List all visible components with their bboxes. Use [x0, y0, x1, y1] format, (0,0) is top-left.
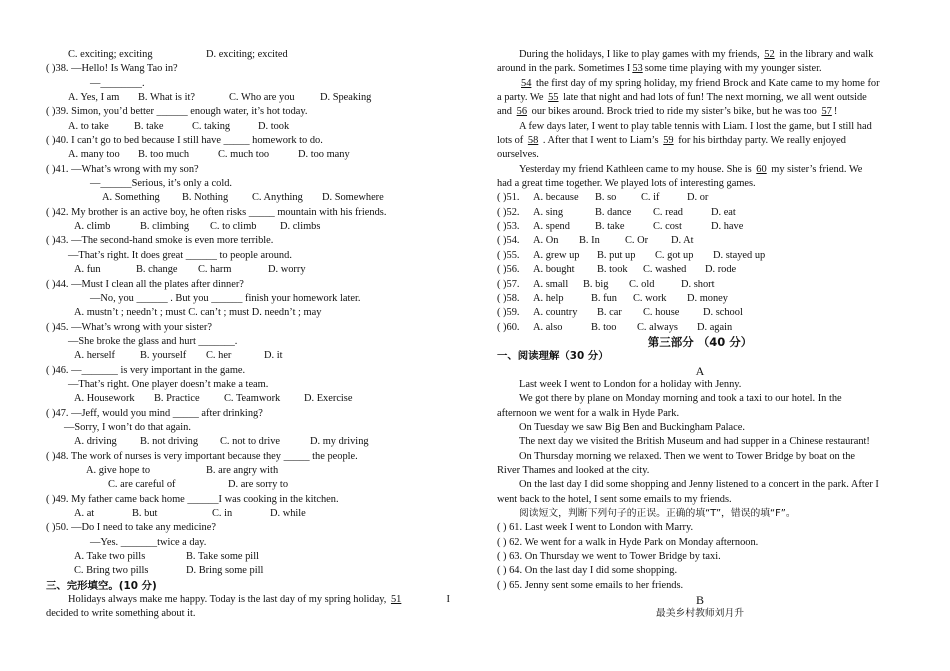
cloze-p4-line1: A few days later, I went to play table tennis with Liam. I lost the game, but I still had: [519, 120, 872, 132]
q44-stem2: —No, you ______ . But you ______ finish your homework later.: [90, 292, 361, 304]
cloze-p5-line1: Yesterday my friend Kathleen came to my house. She is 60 my sister’s friend. We: [519, 163, 863, 175]
passage-a-line: went back to the hotel, I sent some emails to my friends.: [497, 493, 732, 505]
blank-58: 58: [527, 135, 539, 147]
cloze-p3-line2: a party. We 55 late that night and had lots of fun! The next morning, we all went outside: [497, 92, 867, 104]
passage-a-line: The next day we visited the British Museum and had supper in a Chinese restaurant!: [519, 436, 870, 448]
q43-options: A. fun B. change C. harm D. worry: [74, 264, 306, 276]
right-column: [497, 48, 903, 622]
passage-a-line: On the last day I did some shopping and Jenny listened to a concert in the park. After I: [519, 479, 879, 491]
cloze-p4-line3: ourselves.: [497, 149, 539, 161]
cloze-options-list: [497, 191, 903, 334]
q45-options: A. herself B. yourself C. her D. it: [74, 350, 283, 362]
passage-a-line: On Tuesday we saw Big Ben and Buckingham Palace.: [519, 421, 745, 433]
q42-stem: ( )42. My brother is an active boy, he often risks _____ mountain with his friends.: [46, 206, 387, 218]
q38-options: A. Yes, I am B. What is it? C. Who are you D. Speaking: [68, 92, 372, 104]
part3-heading: 第三部分 （40 分）: [647, 334, 753, 349]
blank-59: 59: [663, 135, 674, 147]
q39-stem: ( )39. Simon, you’d better ______ enough water, it’s hot today.: [46, 106, 308, 118]
cloze-p2-line1: During the holidays, I like to play games with my friends, 52 in the library and walk: [519, 49, 874, 60]
q41-options: A. Something B. Nothing C. Anything D. Somewhere: [102, 192, 384, 204]
reading-section-heading: 一、阅读理解（30 分）: [497, 350, 609, 363]
q47-stem2: —Sorry, I won’t do that again.: [64, 421, 191, 433]
cloze-option-row: ( )55. A. grew up B. put up C. got up D. stayed up: [497, 249, 766, 261]
q39-options: A. to take B. take C. taking D. took: [68, 120, 290, 132]
q50-options-row2: C. Bring two pills D. Bring some pill: [74, 565, 264, 577]
tf-instruction: 阅读短文，判断下列句子的正误。正确的填“T”，错误的填“F”。: [519, 508, 796, 519]
blank-57: 57: [821, 106, 832, 118]
q48-options-row2: C. are careful of D. are sorry to: [108, 479, 289, 491]
blank-54: 54: [521, 77, 532, 89]
q49-stem: ( )49. My father came back home ______I was cooking in the kitchen.: [46, 493, 339, 505]
q38-stem: ( )38. —Hello! Is Wang Tao in?: [46, 63, 178, 75]
page-footer: 最美乡村教师刘月升: [655, 608, 745, 620]
tf-item-63: ( ) 63. On Thursday we went to Tower Bridge by taxi.: [497, 551, 721, 563]
q41-stem: ( )41. —What’s wrong with my son?: [46, 163, 199, 175]
q45-stem: ( )45. —What’s wrong with your sister?: [46, 321, 212, 333]
q38-stem2: —________.: [90, 77, 145, 89]
passage-a-line: On Thursday morning we relaxed. Then we went to Tower Bridge by boat on the: [519, 450, 856, 462]
q50-stem: ( )50. —Do I need to take any medicine?: [46, 522, 216, 534]
passage-a-label: A: [695, 363, 705, 378]
cloze-p5-line2: had a great time together. We played lots of interesting games.: [497, 178, 756, 190]
blank-60: 60: [756, 163, 767, 175]
q47-stem: ( )47. —Jeff, would you mind _____ after drinking?: [46, 407, 263, 419]
q50-options-row1: A. Take two pills B. Take some pill: [74, 551, 259, 563]
passage-a-line: We got there by plane on Monday morning and took a taxi to our hotel. In the: [519, 393, 842, 405]
q47-options: A. driving B. not driving C. not to drive D. my driving: [74, 436, 369, 448]
cloze-option-row: ( )57. A. small B. big C. old D. short: [497, 278, 715, 290]
q48-stem: ( )48. The work of nurses is very important because they _____ the people.: [46, 450, 358, 462]
left-column: [46, 48, 450, 622]
blank-55: 55: [548, 92, 559, 104]
q43-stem: ( )43. —The second-hand smoke is even more terrible.: [46, 235, 274, 247]
cloze-option-row: ( )60. A. also B. too C. always D. again: [497, 321, 733, 333]
q42-options: A. climb B. climbing C. to climb D. climbs: [74, 221, 321, 233]
q45-stem2: —She broke the glass and hurt _______.: [68, 335, 238, 347]
passage-a-line: Last week I went to London for a holiday with Jenny.: [519, 378, 742, 390]
cloze-p2-line2: around in the park. Sometimes I 53 some time playing with my younger sister.: [497, 63, 822, 75]
cloze-p4-line2: lots of 58 . After that I went to Liam’s 59 for his birthday party. We really enjoyed: [497, 135, 846, 147]
q37-options: C. exciting; exciting D. exciting; excited: [68, 49, 288, 60]
q43-stem2: —That’s right. It does great ______ to people around.: [68, 249, 292, 261]
q46-stem: ( )46. —_______ is very important in the game.: [46, 364, 246, 376]
cloze-option-row: ( )59. A. country B. car C. house D. school: [497, 307, 743, 319]
tf-item-65: ( ) 65. Jenny sent some emails to her friends.: [497, 579, 684, 591]
passage-a-line: River Thames and looked at the city.: [497, 464, 650, 476]
cloze-p3-line1: 54 the first day of my spring holiday, my friend Brock and Kate came to my home for: [521, 77, 880, 89]
cloze-option-row: ( )53. A. spend B. take C. cost D. have: [497, 221, 744, 233]
cloze-option-row: ( )52. A. sing B. dance C. read D. eat: [497, 206, 736, 218]
q40-stem: ( )40. I can’t go to bed because I still have _____ homework to do.: [46, 135, 323, 147]
q50-stem2: —Yes. _______twice a day.: [90, 536, 207, 548]
cloze-paragraph1-line1: Holidays always make me happy. Today is the last day of my spring holiday, 51 I: [68, 594, 450, 606]
blank-52: 52: [764, 49, 775, 60]
q40-options: A. many too B. too much C. much too D. too many: [68, 149, 350, 161]
q44-stem: ( )44. —Must I clean all the plates after dinner?: [46, 278, 244, 290]
blank-56: 56: [516, 106, 528, 118]
q41-stem2: —______Serious, it’s only a cold.: [90, 178, 232, 190]
q46-stem2: —That’s right. One player doesn’t make a team.: [68, 378, 269, 390]
section3-heading: 三、完形填空。(10 分): [46, 579, 157, 592]
cloze-paragraph1-line2: decided to write something about it.: [46, 608, 196, 620]
cloze-option-row: ( )58. A. help B. fun C. work D. money: [497, 292, 728, 304]
tf-item-61: ( ) 61. Last week I went to London with Marry.: [497, 522, 694, 534]
cloze-option-row: ( )56. A. bought B. took C. washed D. rode: [497, 264, 737, 276]
tf-item-62: ( ) 62. We went for a walk in Hyde Park on Monday afternoon.: [497, 536, 759, 548]
q49-options: A. at B. but C. in D. while: [74, 508, 306, 519]
passage-a-line: afternoon we went for a walk in Hyde Park.: [497, 407, 680, 419]
cloze-option-row: ( )54. A. On B. In C. Or D. At: [497, 235, 694, 247]
blank-53: 53: [632, 63, 643, 75]
cloze-option-row: ( )51. A. because B. so C. if D. or: [497, 192, 709, 204]
q44-options: A. mustn’t ; needn’t ; must C. can’t ; must D. needn’t ; may: [74, 307, 322, 319]
cloze-p3-line3: and 56 our bikes around. Brock tried to ride my sister’s bike, but he was too 57 !: [497, 106, 838, 118]
blank-51: 51: [390, 594, 402, 606]
tf-item-64: ( ) 64. On the last day I did some shopping.: [497, 565, 678, 577]
q48-options-row1: A. give hope to B. are angry with: [86, 464, 279, 476]
q46-options: A. Housework B. Practice C. Teamwork D. Exercise: [74, 393, 353, 405]
passage-b-label: B: [695, 593, 704, 608]
